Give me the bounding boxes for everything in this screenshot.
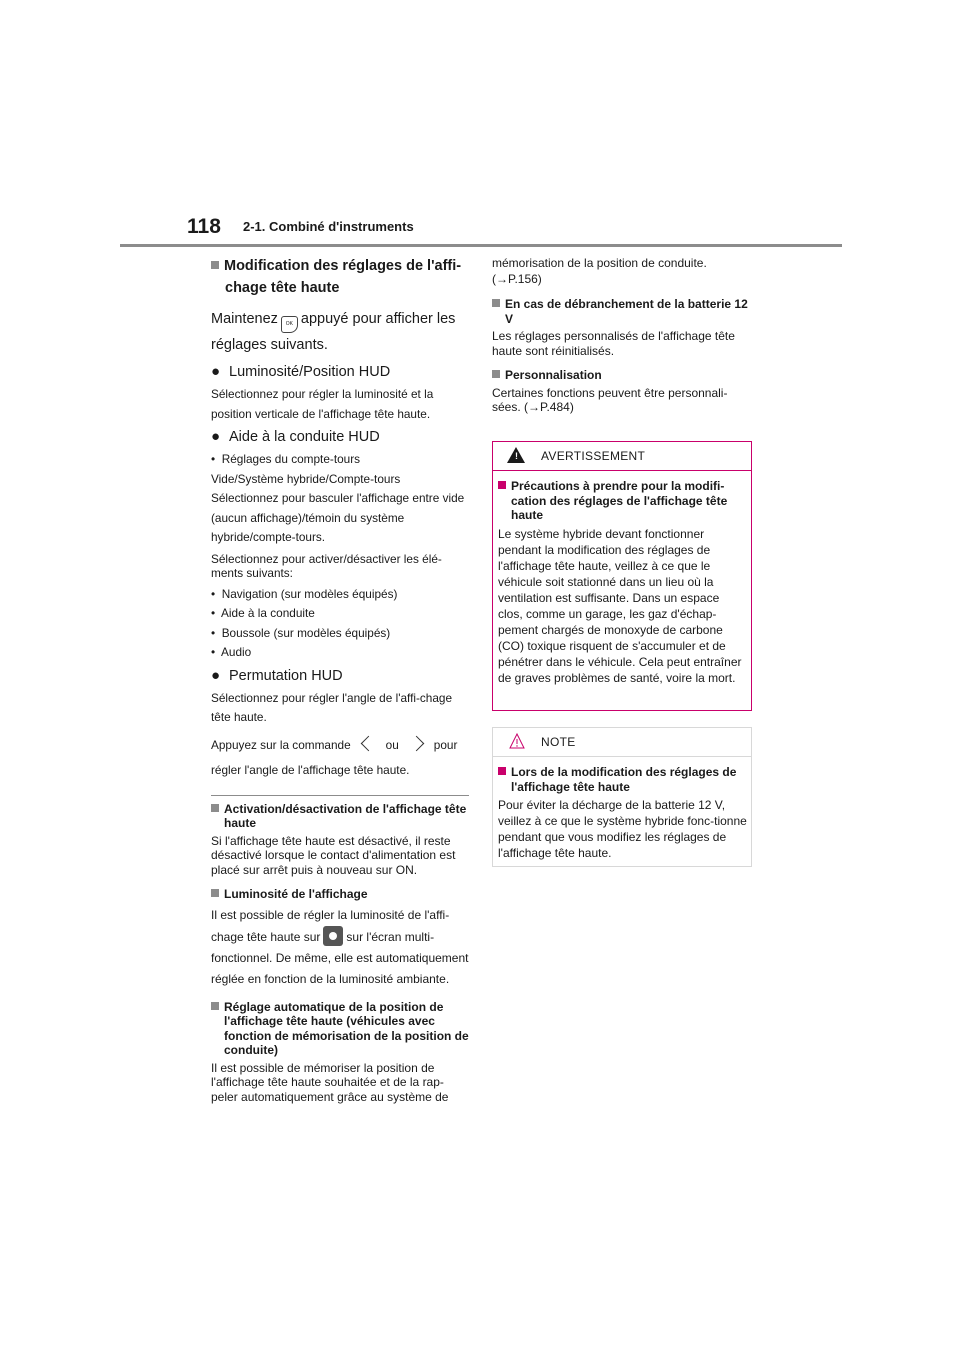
caution-triangle-icon <box>509 733 525 749</box>
square-bullet-icon <box>211 804 219 812</box>
square-bullet-icon <box>498 767 506 775</box>
square-bullet-icon <box>492 370 500 378</box>
note-header <box>493 728 751 757</box>
subsection-text: Il est possible de régler la luminosité de l'affi-chage tête haute sur sur l'écran multi-fonctionnel. De même, elle est automatiquement réglée en fonction de la luminosité ambiante. <box>211 907 469 986</box>
note-label: NOTE <box>541 735 576 749</box>
subsection-text: Il est possible de mémoriser la position de l'affichage tête haute souhaitée et de la rap-peler automatiquement grâce au système de <box>211 1060 449 1104</box>
warning-label: AVERTISSEMENT <box>541 449 646 463</box>
dot-bullet-icon: ● <box>211 428 221 445</box>
item-driving-aid-bullet: • Réglages du compte-tours <box>211 452 361 466</box>
section-heading: Modification des réglages de l'affi-chage tête haute <box>211 255 469 299</box>
item-driving-aid-line3: Sélectionnez pour activer/désactiver les élé-ments suivants: <box>211 551 442 580</box>
square-bullet-icon <box>498 481 506 489</box>
subsection-text: Certaines fonctions peuvent être personnali-sées. (→P.484) <box>492 385 728 414</box>
item-luminosity-text: Sélectionnez pour régler la luminosité et la position verticale de l'affichage tête haute. <box>211 387 434 421</box>
note-title: Lors de la modification des réglages de l'affichage tête haute <box>498 765 747 794</box>
chevron-left-icon <box>360 735 376 751</box>
page-number: 118 <box>187 215 221 238</box>
subsection-title: Réglage automatique de la position de l'affichage tête haute (véhicules avec fonction de mémorisation de la position de conduite) <box>211 1000 469 1058</box>
item-hud-switch-press: Appuyez sur la commande ou pour <box>211 736 469 756</box>
chevron-right-icon <box>409 735 425 751</box>
item-hud-switch-text: Sélectionnez pour régler l'angle de l'affi-chage tête haute. <box>211 690 453 724</box>
list-item: • Boussole (sur modèles équipés) <box>211 625 391 640</box>
note-box <box>492 727 752 867</box>
warning-title: Précautions à prendre pour la modifi-cation des réglages de l'affichage tête haute <box>498 479 747 523</box>
square-bullet-icon <box>211 1002 219 1010</box>
note-text: Pour éviter la décharge de la batterie 12 V, veillez à ce que le système hybride fonc-tionne pendant que vous modifiez les réglages de l'affichage tête haute. <box>498 798 747 860</box>
item-driving-aid-title: ● Aide à la conduite HUD <box>211 426 469 448</box>
intro-text: Maintenez OK appuyé pour afficher les réglages suivants. <box>211 311 456 353</box>
item-hud-switch-title: ● Permutation HUD <box>211 665 469 687</box>
left-column <box>211 255 469 1104</box>
subsection-title: Personnalisation <box>492 368 752 383</box>
list-item: • Aide à la conduite <box>211 606 315 620</box>
chapter-title: 2-1. Combiné d'instruments <box>243 219 414 234</box>
square-bullet-icon <box>492 299 500 307</box>
subsection-text: Si l'affichage tête haute est désactivé, il reste désactivé lorsque le contact d'alimentation est placé sur arrêt puis à nouveau sur ON. <box>211 833 456 877</box>
subsection-title: En cas de débranchement de la batterie 12 V <box>492 297 752 326</box>
square-bullet-icon <box>211 261 219 269</box>
subsection-text: Les réglages personnalisés de l'affichage tête haute sont réinitialisés. <box>492 329 735 358</box>
subsection-title: Luminosité de l'affichage <box>211 887 469 902</box>
warning-text: Le système hybride devant fonctionner pendant la modification des réglages de l'affichage tête haute, veillez à ce que le véhicule soit stationné dans un lieu où la ventilation est suffisante. Dans un espace clos, comme un garage, les gaz d'échap-pement chargés de monoxyde de carbone (CO) toxique risquent de s'accumuler et de pénétrer dans le véhicule. Cela peut entraîner de graves problèmes de santé, voire la mort. <box>498 526 742 685</box>
subsection-title: Activation/désactivation de l'affichage tête haute <box>211 802 469 831</box>
ok-button-icon: OK <box>281 316 298 333</box>
warning-header <box>493 442 751 471</box>
section-divider <box>211 795 469 796</box>
item-luminosity-title: ● Luminosité/Position HUD <box>211 361 469 383</box>
item-driving-aid-line2: Sélectionnez pour basculer l'affichage entre vide (aucun affichage)/témoin du système hybride/compte-tours. <box>211 491 465 544</box>
header-rule <box>120 244 842 247</box>
item-driving-aid-line1: Vide/Système hybride/Compte-tours <box>211 471 401 486</box>
square-bullet-icon <box>211 889 219 897</box>
right-column <box>492 255 752 415</box>
list-item: • Navigation (sur modèles équipés) <box>211 586 398 601</box>
dot-bullet-icon: ● <box>211 666 221 684</box>
warning-box <box>492 441 752 711</box>
item-hud-switch-press-end: régler l'angle de l'affichage tête haute. <box>211 763 410 777</box>
warning-triangle-icon: ! <box>507 447 525 463</box>
dot-bullet-icon: ● <box>211 363 221 380</box>
gear-icon <box>323 926 343 946</box>
list-item: • Audio <box>211 645 252 659</box>
continued-text: mémorisation de la position de conduite. (→P.156) <box>492 256 707 286</box>
